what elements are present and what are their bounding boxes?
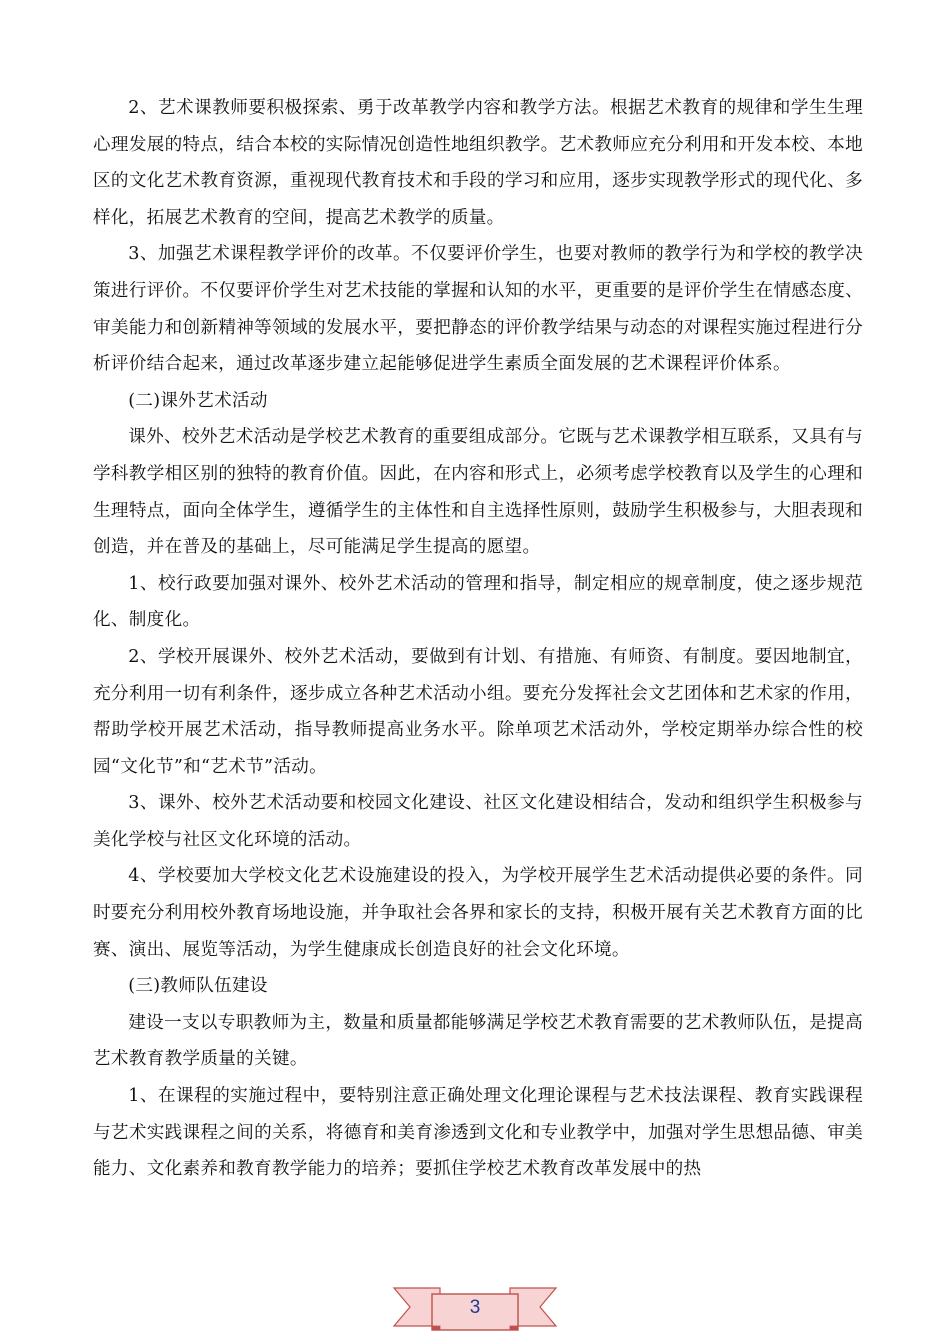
- paragraph-admin-management: 1、校行政要加强对课外、校外艺术活动的管理和指导，制定相应的规章制度，使之逐步规范化、制度化。: [93, 573, 863, 631]
- section-heading-teacher-team: (三)教师队伍建设: [128, 976, 268, 997]
- paragraph-teacher-team-intro: 建设一支以专职教师为主，数量和质量都能够满足学校艺术教育需要的艺术教师队伍，是提高艺术教育教学质量的关键。: [93, 1012, 863, 1070]
- paragraph-evaluation-reform: 3、加强艺术课程教学评价的改革。不仅要评价学生，也要对教师的教学行为和学校的教学决策进行评价。不仅要评价学生对艺术技能的掌握和认知的水平，更重要的是评价学生在情感态度、审美能力和创新精神等领域的发展水平，要把静态的评价教学结果与动态的对课程实施过程进行分析评价结合起来，通过改革逐步建立起能够促进学生素质全面发展的艺术课程评价体系。: [93, 244, 863, 375]
- paragraph-community-culture: 3、课外、校外艺术活动要和校园文化建设、社区文化建设相结合，发动和组织学生积极参与美化学校与社区文化环境的活动。: [93, 793, 863, 850]
- paragraph-curriculum-implementation: 1、在课程的实施过程中，要特别注意正确处理文化理论课程与艺术技法课程、教育实践课程与艺术实践课程之间的关系，将德育和美育渗透到文化和专业教学中，加强对学生思想品德、审美能力、文化素养和教育教学能力的培养；要抓住学校艺术教育改革发展中的热: [93, 1086, 863, 1180]
- paragraph-activity-planning: 2、学校开展课外、校外艺术活动，要做到有计划、有措施、有师资、有制度。要因地制宜，充分利用一切有利条件，逐步成立各种艺术活动小组。要充分发挥社会文艺团体和艺术家的作用，帮助学校开展艺术活动，指导教师提高业务水平。除单项艺术活动外，学校定期举办综合性的校园“文化节”和“艺术节”活动。: [93, 646, 863, 777]
- paragraph-facility-investment: 4、学校要加大学校文化艺术设施建设的投入，为学校开展学生艺术活动提供必要的条件。同时要充分利用校外教育场地设施，并争取社会各界和家长的支持，积极开展有关艺术教育方面的比赛、演出、展览等活动，为学生健康成长创造良好的社会文化环境。: [93, 866, 863, 960]
- paragraph-extracurricular-intro: 课外、校外艺术活动是学校艺术教育的重要组成部分。它既与艺术课教学相互联系，又具有与学科教学相区别的独特的教育价值。因此，在内容和形式上，必须考虑学校教育以及学生的心理和生理特点，面向全体学生，遵循学生的主体性和自主选择性原则，鼓励学生积极参与，大胆表现和创造，并在普及的基础上，尽可能满足学生提高的愿望。: [93, 427, 863, 558]
- paragraph-art-teacher-reform: 2、艺术课教师要积极探索、勇于改革教学内容和教学方法。根据艺术教育的规律和学生生理心理发展的特点，结合本校的实际情况创造性地组织教学。艺术教师应充分利用和开发本校、本地区的文化艺术教育资源，重视现代教育技术和手段的学习和应用，逐步实现教学形式的现代化、多样化，拓展艺术教育的空间，提高艺术教学的质量。: [93, 98, 863, 228]
- section-heading-extracurricular: (二)课外艺术活动: [128, 390, 268, 411]
- document-body: [93, 90, 863, 1188]
- page-footer: [390, 1280, 560, 1336]
- page-number: 3: [469, 1297, 481, 1318]
